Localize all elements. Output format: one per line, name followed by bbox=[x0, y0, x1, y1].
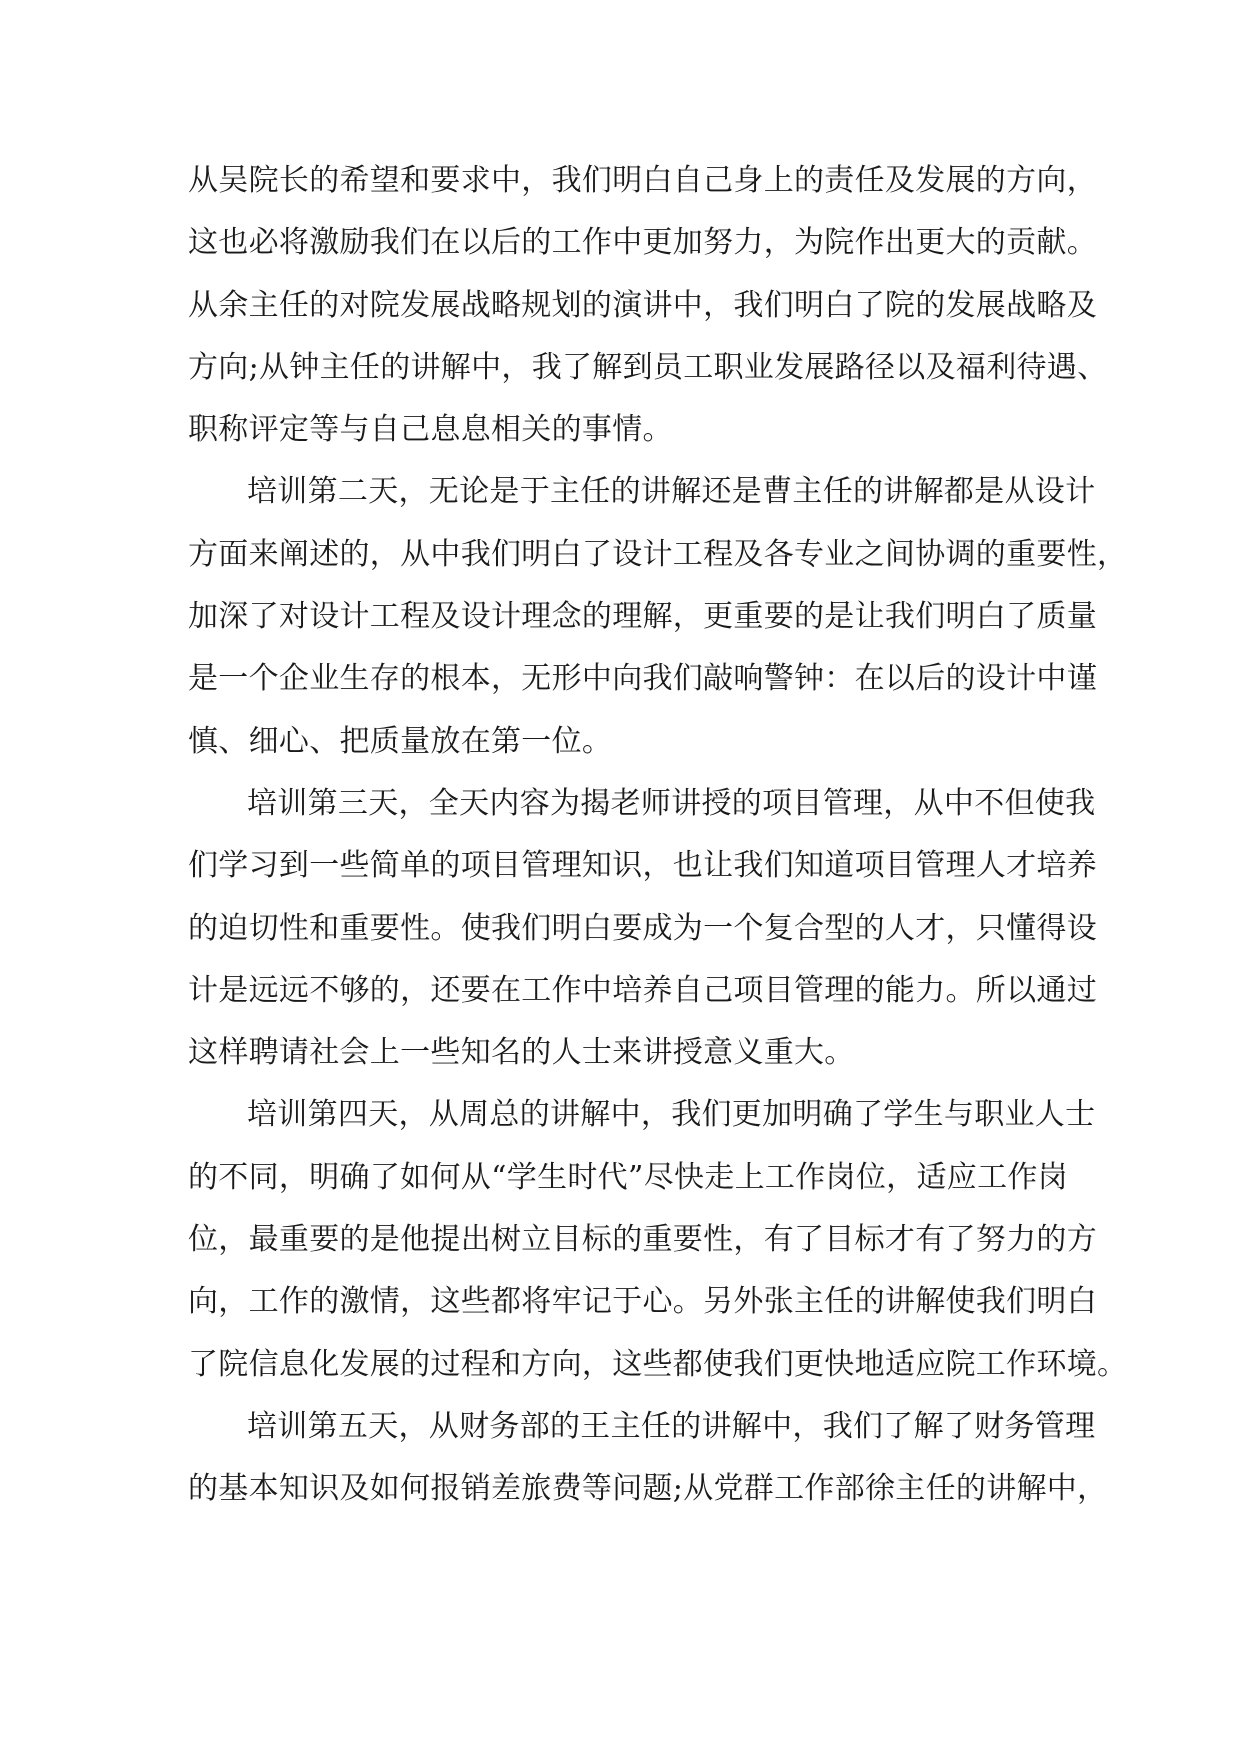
text-line: 职称评定等与自己息息相关的事情。 bbox=[188, 412, 673, 448]
text-line: 是一个企业生存的根本，无形中向我们敲响警钟：在以后的设计中谨 bbox=[188, 661, 1097, 697]
text-line: 这也必将激励我们在以后的工作中更加努力，为院作出更大的贡献。 bbox=[188, 225, 1097, 261]
paragraph-first-line: 培训第五天，从财务部的王主任的讲解中，我们了解了财务管理 bbox=[247, 1408, 1096, 1444]
text-line: 从余主任的对院发展战略规划的演讲中，我们明白了院的发展战略及 bbox=[188, 287, 1097, 323]
paragraph-first-line: 培训第二天，无论是于主任的讲解还是曹主任的讲解都是从设计 bbox=[247, 474, 1096, 510]
text-line: 从吴院长的希望和要求中，我们明白自己身上的责任及发展的方向， bbox=[188, 163, 1097, 198]
text-line: 这样聘请社会上一些知名的人士来讲授意义重大。 bbox=[188, 1035, 855, 1071]
text-line: 计是远远不够的，还要在工作中培养自己项目管理的能力。所以通过 bbox=[188, 972, 1097, 1008]
text-line: 的不同，明确了如何从“学生时代”尽快走上工作岗位，适应工作岗 bbox=[188, 1159, 1068, 1195]
text-line: 的迫切性和重要性。使我们明白要成为一个复合型的人才，只懂得设 bbox=[188, 910, 1097, 946]
text-line: 们学习到一些简单的项目管理知识，也让我们知道项目管理人才培养 bbox=[188, 848, 1097, 884]
text-line: 位，最重要的是他提出树立目标的重要性，有了目标才有了努力的方 bbox=[188, 1222, 1097, 1258]
text-line: 加深了对设计工程及设计理念的理解，更重要的是让我们明白了质量 bbox=[188, 599, 1097, 635]
text-line: 的基本知识及如何报销差旅费等问题;从党群工作部徐主任的讲解中， bbox=[188, 1471, 1108, 1507]
paragraph-first-line: 培训第四天，从周总的讲解中，我们更加明确了学生与职业人士 bbox=[247, 1097, 1096, 1133]
text-line: 向，工作的激情，这些都将牢记于心。另外张主任的讲解使我们明白 bbox=[188, 1284, 1097, 1320]
text-line: 方向;从钟主任的讲解中，我了解到员工职业发展路径以及福利待遇、 bbox=[188, 349, 1108, 385]
text-line: 慎、细心、把质量放在第一位。 bbox=[188, 723, 613, 759]
body-text bbox=[188, 150, 1128, 1521]
text-line: 了院信息化发展的过程和方向，这些都使我们更快地适应院工作环境。 bbox=[188, 1346, 1128, 1382]
paragraph-first-line: 培训第三天，全天内容为揭老师讲授的项目管理，从中不但使我 bbox=[247, 785, 1096, 821]
text-line: 方面来阐述的，从中我们明白了设计工程及各专业之间协调的重要性， bbox=[188, 536, 1128, 572]
